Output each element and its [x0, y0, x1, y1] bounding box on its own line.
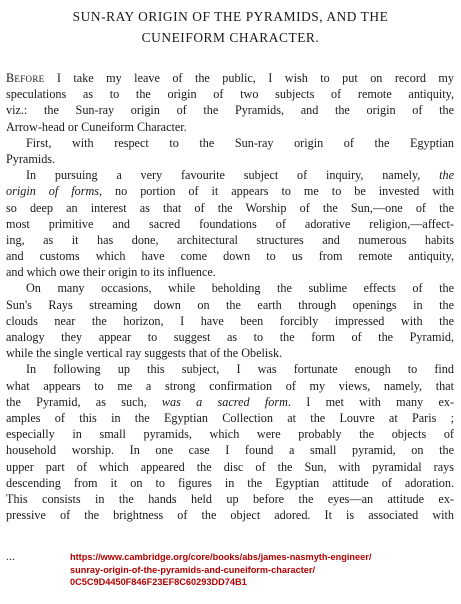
text-line: In following up this subject, I was fortunate enough to find — [26, 362, 454, 377]
text-line: On many occasions, while beholding the sublime effects of the — [26, 281, 454, 296]
ellipsis: ... — [6, 549, 15, 563]
text-line: so deep an interest as that of the Worship of the Sun,—one of the — [6, 200, 454, 215]
text-line: ing, as it has done, architectural structures and numerous habits — [6, 232, 454, 247]
text-line: First, with respect to the Sun-ray origin of the Egyptian — [26, 135, 454, 150]
text-line: household worship. In one case I found a small pyramid, on the — [6, 443, 454, 458]
source-url[interactable] — [70, 551, 455, 589]
source-url-line[interactable]: sunray-origin-of-the-pyramids-and-cuneiform-character/ — [70, 564, 316, 575]
text-line: This consists in the hands held up before the eyes—an attitude ex- — [6, 491, 454, 506]
text-line: amples of this in the Egyptian Collection at the Louvre at Paris ; — [6, 410, 454, 425]
source-url-line[interactable]: 0C5C9D4450F846F23EF8C60293DD74B1 — [70, 577, 247, 587]
text-line: clouds near the horizon, I have been forcibly impressed with the — [6, 313, 454, 328]
text-line: viz.: the Sun-ray origin of the Pyramids, and the origin of the — [6, 103, 454, 118]
chapter-title-line-2: CUNEIFORM CHARACTER. — [141, 30, 320, 45]
text-line: especially in small pyramids, which were probably the objects of — [6, 427, 454, 442]
text-line: and which owe their origin to its influence. — [6, 265, 216, 280]
drop-word: Before — [6, 71, 45, 85]
text-line: speculations as to the origin of two subjects of remote antiquity, — [6, 87, 454, 102]
text-line: Pyramids. — [6, 151, 56, 166]
text-line: descending from it on to figures in the Egyptian attitude of adoration. — [6, 475, 454, 490]
italic-phrase: the — [439, 168, 454, 183]
text-line: the Pyramid, as such, was a sacred form. I met with many ex- — [6, 394, 455, 409]
text-line: and customs which have come down to us from remote antiquity, — [6, 249, 454, 264]
text-line: Sun's Rays streaming down on the earth through openings in the — [6, 297, 454, 312]
text-line: pressive of the brightness of the object adored. It is associated with — [6, 508, 454, 523]
text-line: analogy they appear to suggest as to the form of the Pyramid, — [6, 330, 454, 344]
text-line: origin of forms, no portion of it appears to me to be invested with — [6, 184, 455, 199]
chapter-title-line-1: SUN-RAY ORIGIN OF THE PYRAMIDS, AND THE — [72, 9, 389, 24]
text-line: In pursuing a very favourite subject of inquiry, namely, the — [26, 168, 454, 183]
text-line — [6, 70, 454, 86]
text-line: while the single vertical ray suggests that of the Obelisk. — [6, 346, 283, 361]
source-url-line[interactable]: https://www.cambridge.org/core/books/abs/james-nasmyth-engineer/ — [70, 552, 372, 562]
text-line: upper part of which appeared the disc of the Sun, with pyramidal rays — [6, 459, 454, 474]
body-text — [6, 70, 454, 523]
italic-phrase: origin of forms — [6, 184, 100, 199]
line-rest: I take my leave of the public, I wish to put on record my — [44, 71, 454, 85]
text-line: Arrow-head or Cuneiform Character. — [6, 119, 187, 134]
italic-phrase: was a sacred form — [161, 394, 288, 409]
text-line: most primitive and sacred foundations of adorative religion,—affect- — [6, 216, 454, 231]
text-line: what appears to me a strong confirmation of my views, namely, that — [6, 378, 454, 393]
